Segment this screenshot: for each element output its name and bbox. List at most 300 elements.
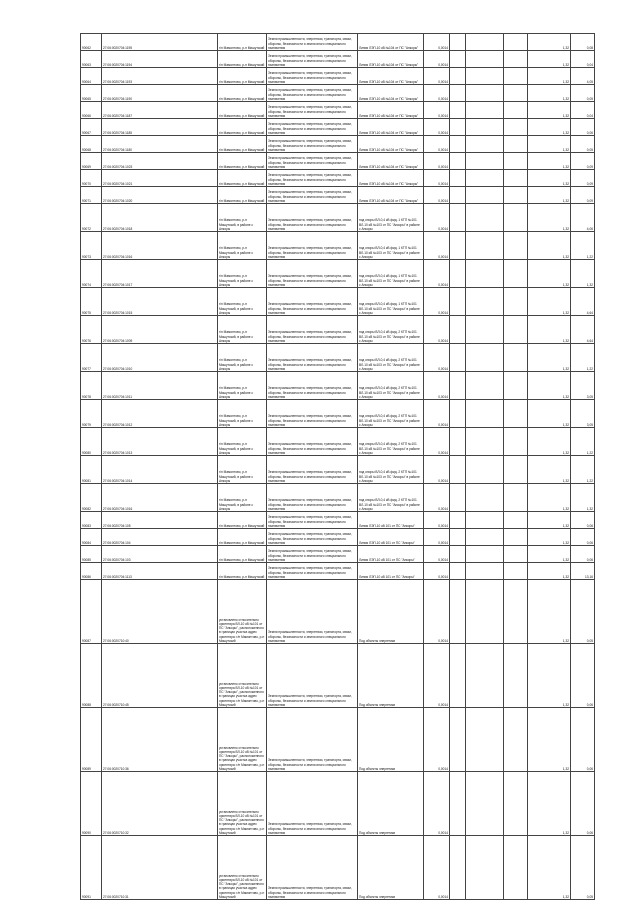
cadastral-number: 27:06:0020704:105 xyxy=(102,512,218,529)
empty-cell xyxy=(450,119,466,136)
cadastral-number: 27:06:0020704:1021 xyxy=(102,170,218,187)
table-row xyxy=(81,400,595,428)
permitted-use: под опоры ВЛ-0,4 кВ фид. 2 КТП №101 ВЛ-10 кВ №103 от ПС "Анкоры" в районе с Анкоры xyxy=(358,400,424,428)
row-id: 90077 xyxy=(81,344,102,372)
permitted-use: Под объекты энергетики xyxy=(358,580,424,644)
cadastral-number: 27:06:0020704:1195 xyxy=(102,34,218,51)
empty-cell xyxy=(466,51,504,68)
empty-cell xyxy=(504,153,528,170)
permitted-use: Линия ЛЭП-10 кВ №104 от ПС "Анкоры" xyxy=(358,102,424,119)
empty-cell xyxy=(466,316,504,344)
table-row xyxy=(81,428,595,456)
address: г/п Мамонтово, р-н Мишутский xyxy=(218,170,267,187)
row-id: 90071 xyxy=(81,187,102,204)
area-value: 0,0014 xyxy=(424,836,450,900)
empty-cell xyxy=(450,85,466,102)
empty-cell xyxy=(466,484,504,512)
row-id: 90087 xyxy=(81,580,102,644)
area-value: 0,0014 xyxy=(424,546,450,563)
empty-cell xyxy=(450,708,466,772)
cadastral-cost: 1,32 xyxy=(528,316,571,344)
row-id: 90067 xyxy=(81,119,102,136)
permitted-use: Под объекты энергетики xyxy=(358,644,424,708)
tax-amount: 1,22 xyxy=(571,344,595,372)
cadastral-cost: 1,32 xyxy=(528,372,571,400)
land-category: Земли промышленности, энергетики, транспорта, связи, обороны, безопасности и земли иного специального назначения xyxy=(267,456,358,484)
area-value: 0,0014 xyxy=(424,34,450,51)
empty-cell xyxy=(466,102,504,119)
cadastral-cost: 1,32 xyxy=(528,260,571,288)
table-row xyxy=(81,170,595,187)
row-id: 90089 xyxy=(81,708,102,772)
cadastral-number: 27:06:0020704:1016 xyxy=(102,484,218,512)
permitted-use: Под объекты энергетики xyxy=(358,772,424,836)
empty-cell xyxy=(466,187,504,204)
area-value: 0,0014 xyxy=(424,563,450,580)
table-row xyxy=(81,288,595,316)
empty-cell xyxy=(450,512,466,529)
empty-cell xyxy=(466,772,504,836)
land-category: Земли промышленности, энергетики, транспорта, связи, обороны, безопасности и земли иного специального назначения xyxy=(267,153,358,170)
empty-cell xyxy=(450,836,466,900)
table-row xyxy=(81,563,595,580)
tax-amount: 1,32 xyxy=(571,484,595,512)
area-value: 0,0014 xyxy=(424,456,450,484)
cadastral-cost: 1,32 xyxy=(528,187,571,204)
area-value: 0,0014 xyxy=(424,153,450,170)
cadastral-number: 27:06:0020710:31 xyxy=(102,836,218,900)
land-category: Земли промышленности, энергетики, транспорта, связи, обороны, безопасности и земли иного специального назначения xyxy=(267,546,358,563)
empty-cell xyxy=(504,708,528,772)
area-value: 0,0014 xyxy=(424,529,450,546)
empty-cell xyxy=(466,836,504,900)
row-id: 90064 xyxy=(81,68,102,85)
row-id: 90074 xyxy=(81,260,102,288)
area-value: 0,0014 xyxy=(424,344,450,372)
permitted-use: Линия ЛЭП-10 кВ №104 от ПС "Анкоры" xyxy=(358,136,424,153)
permitted-use: Линия ЛЭП-10 кВ №104 от ПС "Анкоры" xyxy=(358,170,424,187)
tax-amount: 0,05 xyxy=(571,580,595,644)
cadastral-number: 27:06:0020704:1017 xyxy=(102,260,218,288)
cadastral-number: 27:06:0020704:1113 xyxy=(102,563,218,580)
tax-amount: 0,05 xyxy=(571,136,595,153)
permitted-use: под опоры ВЛ-0,4 кВ фид. 2 КТП №101 ВЛ-10 кВ №103 от ПС "Анкоры" в районе с Анкоры xyxy=(358,344,424,372)
empty-cell xyxy=(504,232,528,260)
area-value: 0,0014 xyxy=(424,102,450,119)
permitted-use: Под объекты энергетики xyxy=(358,708,424,772)
table-row xyxy=(81,51,595,68)
table-row xyxy=(81,260,595,288)
address: г/п Мамонтово, р-н Мишутский, в районе с Анкоры xyxy=(218,288,267,316)
address: г/п Мамонтово, р-н Мишутский xyxy=(218,153,267,170)
cadastral-cost: 1,32 xyxy=(528,428,571,456)
empty-cell xyxy=(504,102,528,119)
land-category: Земли промышленности, энергетики, транспорта, связи, обороны, безопасности и земли иного специального назначения xyxy=(267,51,358,68)
land-category: Земли промышленности, энергетики, транспорта, связи, обороны, безопасности и земли иного специального назначения xyxy=(267,484,358,512)
area-value: 0,0014 xyxy=(424,400,450,428)
cadastral-cost: 1,32 xyxy=(528,34,571,51)
empty-cell xyxy=(466,428,504,456)
area-value: 0,0014 xyxy=(424,119,450,136)
empty-cell xyxy=(466,529,504,546)
cadastral-number: 27:06:0020704:1009 xyxy=(102,316,218,344)
row-id: 90083 xyxy=(81,512,102,529)
empty-cell xyxy=(450,153,466,170)
cadastral-cost: 1,32 xyxy=(528,580,571,644)
address: г/п Мамонтово, р-н Мишутский xyxy=(218,34,267,51)
row-id: 90072 xyxy=(81,204,102,232)
table-row xyxy=(81,546,595,563)
tax-amount: 0,06 xyxy=(571,546,595,563)
empty-cell xyxy=(504,34,528,51)
address: г/п Мамонтово, р-н Мишутский, в районе с Анкоры xyxy=(218,428,267,456)
land-category: Земли промышленности, энергетики, транспорта, связи, обороны, безопасности и земли иного специального назначения xyxy=(267,772,358,836)
empty-cell xyxy=(504,563,528,580)
empty-cell xyxy=(466,644,504,708)
permitted-use: под опоры ВЛ-0,4 кВ фид. 1 КТП №101 ВЛ-10 кВ №103 от ПС "Анкоры" в районе с Анкоры xyxy=(358,288,424,316)
table-row xyxy=(81,772,595,836)
address: установлено относительно ориентира ВЛ-10 кВ №101 от ПС "Анкоры", расположенного в границах участка адрес ориентира: г/п Мамонтово, р-н Мишутский xyxy=(218,580,267,644)
empty-cell xyxy=(450,232,466,260)
address: г/п Мамонтово, р-н Мишутский, в районе с Анкоры xyxy=(218,484,267,512)
cadastral-cost: 1,32 xyxy=(528,708,571,772)
land-category: Земли промышленности, энергетики, транспорта, связи, обороны, безопасности и земли иного специального назначения xyxy=(267,708,358,772)
empty-cell xyxy=(504,484,528,512)
permitted-use: под опоры ВЛ-0,4 кВ фид. 2 КТП №101 ВЛ-10 кВ №103 от ПС "Анкоры" в районе с Анкоры xyxy=(358,484,424,512)
permitted-use: Линия ЛЭП-10 кВ №104 от ПС "Анкоры" xyxy=(358,85,424,102)
row-id: 90068 xyxy=(81,136,102,153)
land-category: Земли промышленности, энергетики, транспорта, связи, обороны, безопасности и земли иного специального назначения xyxy=(267,288,358,316)
empty-cell xyxy=(504,288,528,316)
cadastral-number: 27:06:0020704:1020 xyxy=(102,187,218,204)
cadastral-cost: 1,32 xyxy=(528,170,571,187)
tax-amount: 0,09 xyxy=(571,153,595,170)
cadastral-number: 27:06:0020710:32 xyxy=(102,772,218,836)
empty-cell xyxy=(450,34,466,51)
empty-cell xyxy=(466,260,504,288)
empty-cell xyxy=(504,344,528,372)
land-category: Земли промышленности, энергетики, транспорта, связи, обороны, безопасности и земли иного специального назначения xyxy=(267,372,358,400)
empty-cell xyxy=(466,232,504,260)
row-id: 90073 xyxy=(81,232,102,260)
address: г/п Мамонтово, р-н Мишутский, в районе с Анкоры xyxy=(218,372,267,400)
cadastral-number: 27:06:0020710:40 xyxy=(102,580,218,644)
cadastral-number: 27:06:0020704:1011 xyxy=(102,372,218,400)
empty-cell xyxy=(504,119,528,136)
land-category: Земли промышленности, энергетики, транспорта, связи, обороны, безопасности и земли иного специального назначения xyxy=(267,85,358,102)
cadastral-cost: 1,32 xyxy=(528,563,571,580)
empty-cell xyxy=(450,546,466,563)
row-id: 90090 xyxy=(81,772,102,836)
cadastral-cost: 1,32 xyxy=(528,102,571,119)
empty-cell xyxy=(450,456,466,484)
address: г/п Мамонтово, р-н Мишутский, в районе с Анкоры xyxy=(218,204,267,232)
tax-amount: 0,04 xyxy=(571,51,595,68)
table-row xyxy=(81,204,595,232)
cadastral-cost: 1,32 xyxy=(528,204,571,232)
tax-amount: 0,06 xyxy=(571,529,595,546)
address: г/п Мамонтово, р-н Мишутский, в районе с Анкоры xyxy=(218,400,267,428)
row-id: 90079 xyxy=(81,400,102,428)
area-value: 0,0014 xyxy=(424,316,450,344)
tax-amount: 3,05 xyxy=(571,400,595,428)
cadastral-number: 27:06:0020704:1193 xyxy=(102,68,218,85)
land-category: Земли промышленности, энергетики, транспорта, связи, обороны, безопасности и земли иного специального назначения xyxy=(267,344,358,372)
permitted-use: под опоры ВЛ-0,4 кВ фид. 1 КТП №101 ВЛ-10 кВ №103 от ПС "Анкоры" в районе с Анкоры xyxy=(358,232,424,260)
row-id: 90065 xyxy=(81,85,102,102)
land-plots-table xyxy=(80,33,595,900)
tax-amount: 0,09 xyxy=(571,170,595,187)
cadastral-cost: 1,32 xyxy=(528,68,571,85)
land-category: Земли промышленности, энергетики, транспорта, связи, обороны, безопасности и земли иного специального назначения xyxy=(267,34,358,51)
cadastral-number: 27:06:0020704:104 xyxy=(102,529,218,546)
empty-cell xyxy=(466,563,504,580)
table-row xyxy=(81,512,595,529)
land-category: Земли промышленности, энергетики, транспорта, связи, обороны, безопасности и земли иного специального назначения xyxy=(267,187,358,204)
empty-cell xyxy=(450,563,466,580)
address: г/п Мамонтово, р-н Мишутский xyxy=(218,563,267,580)
empty-cell xyxy=(466,288,504,316)
row-id: 90088 xyxy=(81,644,102,708)
area-value: 0,0014 xyxy=(424,187,450,204)
cadastral-cost: 1,32 xyxy=(528,456,571,484)
empty-cell xyxy=(450,644,466,708)
permitted-use: Линия ЛЭП-10 кВ 101 от ПС "Анкоры" xyxy=(358,512,424,529)
area-value: 0,0014 xyxy=(424,170,450,187)
row-id: 90085 xyxy=(81,546,102,563)
cadastral-number: 27:06:0020704:1013 xyxy=(102,428,218,456)
address: установлено относительно ориентира ВЛ-10 кВ №101 от ПС "Анкоры", расположенного в границах участка адрес ориентира: г/п Мамонтово, р-н Мишутский xyxy=(218,644,267,708)
area-value: 0,0014 xyxy=(424,644,450,708)
tax-amount: 4,05 xyxy=(571,68,595,85)
tax-amount: 0,06 xyxy=(571,644,595,708)
tax-amount: 1,32 xyxy=(571,260,595,288)
empty-cell xyxy=(466,68,504,85)
table-row xyxy=(81,119,595,136)
tax-amount: 4,64 xyxy=(571,316,595,344)
permitted-use: под опоры ВЛ-0,4 кВ фид. 1 КТП №101 ВЛ-10 кВ №103 от ПС "Анкоры" в районе с Анкоры xyxy=(358,260,424,288)
address: г/п Мамонтово, р-н Мишутский xyxy=(218,546,267,563)
row-id: 90075 xyxy=(81,288,102,316)
empty-cell xyxy=(504,529,528,546)
empty-cell xyxy=(450,260,466,288)
empty-cell xyxy=(450,400,466,428)
address: г/п Мамонтово, р-н Мишутский xyxy=(218,119,267,136)
cadastral-number: 27:06:0020704:1018 xyxy=(102,204,218,232)
tax-amount: 0,08 xyxy=(571,34,595,51)
land-category: Земли промышленности, энергетики, транспорта, связи, обороны, безопасности и земли иного специального назначения xyxy=(267,836,358,900)
empty-cell xyxy=(504,85,528,102)
area-value: 0,0014 xyxy=(424,288,450,316)
land-category: Земли промышленности, энергетики, транспорта, связи, обороны, безопасности и земли иного специального назначения xyxy=(267,68,358,85)
empty-cell xyxy=(466,85,504,102)
empty-cell xyxy=(466,372,504,400)
permitted-use: под опоры ВЛ-0,4 кВ фид. 2 КТП №101 ВЛ-10 кВ №103 от ПС "Анкоры" в районе с Анкоры xyxy=(358,316,424,344)
tax-amount: 4,64 xyxy=(571,288,595,316)
cadastral-number: 27:06:0020704:1190 xyxy=(102,85,218,102)
cadastral-number: 27:06:0020704:1016 xyxy=(102,232,218,260)
empty-cell xyxy=(504,644,528,708)
empty-cell xyxy=(450,288,466,316)
cadastral-cost: 1,32 xyxy=(528,836,571,900)
area-value: 0,0014 xyxy=(424,580,450,644)
land-category: Земли промышленности, энергетики, транспорта, связи, обороны, безопасности и земли иного специального назначения xyxy=(267,119,358,136)
row-id: 90086 xyxy=(81,563,102,580)
land-category: Земли промышленности, энергетики, транспорта, связи, обороны, безопасности и земли иного специального назначения xyxy=(267,204,358,232)
permitted-use: Линия ЛЭП-10 кВ 101 от ПС "Анкоры" xyxy=(358,529,424,546)
land-category: Земли промышленности, энергетики, транспорта, связи, обороны, безопасности и земли иного специального назначения xyxy=(267,136,358,153)
empty-cell xyxy=(466,204,504,232)
area-value: 0,0014 xyxy=(424,68,450,85)
land-category: Земли промышленности, энергетики, транспорта, связи, обороны, безопасности и земли иного специального назначения xyxy=(267,316,358,344)
address: установлено относительно ориентира ВЛ-10 кВ №101 от ПС "Анкоры", расположенного в границах участка адрес ориентира: г/п Мамонтово, р-н Мишутский xyxy=(218,772,267,836)
permitted-use: под опоры ВЛ-0,4 кВ фид. 2 КТП №101 ВЛ-10 кВ №103 от ПС "Анкоры" в районе с Анкоры xyxy=(358,372,424,400)
land-category: Земли промышленности, энергетики, транспорта, связи, обороны, безопасности и земли иного специального назначения xyxy=(267,102,358,119)
empty-cell xyxy=(504,136,528,153)
tax-amount: 0,06 xyxy=(571,708,595,772)
empty-cell xyxy=(466,546,504,563)
address: г/п Мамонтово, р-н Мишутский xyxy=(218,529,267,546)
table-row xyxy=(81,136,595,153)
row-id: 90070 xyxy=(81,170,102,187)
empty-cell xyxy=(504,580,528,644)
table-row xyxy=(81,644,595,708)
tax-amount: 13,16 xyxy=(571,563,595,580)
cadastral-number: 27:06:0020704:1014 xyxy=(102,456,218,484)
table-row xyxy=(81,344,595,372)
empty-cell xyxy=(450,51,466,68)
area-value: 0,0014 xyxy=(424,85,450,102)
area-value: 0,0014 xyxy=(424,51,450,68)
cadastral-cost: 1,32 xyxy=(528,136,571,153)
empty-cell xyxy=(504,51,528,68)
table-row xyxy=(81,836,595,900)
empty-cell xyxy=(450,170,466,187)
address: установлено относительно ориентира ВЛ-10 кВ №101 от ПС "Анкоры", расположенного в границах участка адрес ориентира: г/п Мамонтово, р-н Мишутский xyxy=(218,708,267,772)
permitted-use: Под объекты энергетики xyxy=(358,836,424,900)
empty-cell xyxy=(504,400,528,428)
empty-cell xyxy=(466,136,504,153)
address: г/п Мамонтово, р-н Мишутский xyxy=(218,51,267,68)
area-value: 0,0014 xyxy=(424,372,450,400)
land-category: Земли промышленности, энергетики, транспорта, связи, обороны, безопасности и земли иного специального назначения xyxy=(267,529,358,546)
address: г/п Мамонтово, р-н Мишутский, в районе с Анкоры xyxy=(218,232,267,260)
cadastral-number: 27:06:0020710:36 xyxy=(102,708,218,772)
tax-amount: 0,05 xyxy=(571,836,595,900)
table-row xyxy=(81,34,595,51)
land-category: Земли промышленности, энергетики, транспорта, связи, обороны, безопасности и земли иного специального назначения xyxy=(267,428,358,456)
tax-amount: 0,05 xyxy=(571,85,595,102)
empty-cell xyxy=(504,456,528,484)
permitted-use: под опоры ВЛ-0,4 кВ фид. 2 КТП №101 ВЛ-10 кВ №103 от ПС "Анкоры" в районе с Анкоры xyxy=(358,428,424,456)
cadastral-cost: 1,32 xyxy=(528,644,571,708)
tax-amount: 0,04 xyxy=(571,102,595,119)
cadastral-cost: 1,32 xyxy=(528,153,571,170)
table-row xyxy=(81,316,595,344)
permitted-use: Линия ЛЭП-10 кВ №104 от ПС "Анкоры" xyxy=(358,187,424,204)
empty-cell xyxy=(466,580,504,644)
empty-cell xyxy=(450,372,466,400)
permitted-use: Линия ЛЭП-10 кВ №104 от ПС "Анкоры" xyxy=(358,34,424,51)
permitted-use: Линия ЛЭП-10 кВ №104 от ПС "Анкоры" xyxy=(358,51,424,68)
cadastral-number: 27:06:0020710:45 xyxy=(102,644,218,708)
cadastral-cost: 1,32 xyxy=(528,484,571,512)
cadastral-number: 27:06:0020704:1194 xyxy=(102,51,218,68)
tax-amount: 1,22 xyxy=(571,456,595,484)
area-value: 0,0014 xyxy=(424,512,450,529)
empty-cell xyxy=(466,512,504,529)
cadastral-cost: 1,32 xyxy=(528,546,571,563)
address: г/п Мамонтово, р-н Мишутский xyxy=(218,187,267,204)
empty-cell xyxy=(466,119,504,136)
tax-amount: 0,09 xyxy=(571,187,595,204)
cadastral-number: 27:06:0020704:1185 xyxy=(102,119,218,136)
permitted-use: под опоры ВЛ-0,4 кВ фид. 2 КТП №101 ВЛ-10 кВ №103 от ПС "Анкоры" в районе с Анкоры xyxy=(358,456,424,484)
cadastral-cost: 1,32 xyxy=(528,51,571,68)
empty-cell xyxy=(504,170,528,187)
empty-cell xyxy=(450,102,466,119)
permitted-use: Линия ЛЭП-10 кВ №104 от ПС "Анкоры" xyxy=(358,68,424,85)
cadastral-cost: 1,32 xyxy=(528,119,571,136)
row-id: 90078 xyxy=(81,372,102,400)
cadastral-number: 27:06:0020704:1180 xyxy=(102,136,218,153)
row-id: 90062 xyxy=(81,34,102,51)
tax-amount: 0,06 xyxy=(571,772,595,836)
empty-cell xyxy=(450,529,466,546)
cadastral-cost: 1,32 xyxy=(528,85,571,102)
cadastral-number: 27:06:0020704:1010 xyxy=(102,344,218,372)
address: г/п Мамонтово, р-н Мишутский, в районе с Анкоры xyxy=(218,316,267,344)
row-id: 90069 xyxy=(81,153,102,170)
tax-amount: 1,22 xyxy=(571,232,595,260)
empty-cell xyxy=(466,170,504,187)
cadastral-cost: 1,32 xyxy=(528,512,571,529)
cadastral-number: 27:06:0020704:1023 xyxy=(102,153,218,170)
permitted-use: Линия ЛЭП-10 кВ №104 от ПС "Анкоры" xyxy=(358,119,424,136)
empty-cell xyxy=(466,34,504,51)
table-row xyxy=(81,85,595,102)
empty-cell xyxy=(504,260,528,288)
table-row xyxy=(81,68,595,85)
row-id: 90076 xyxy=(81,316,102,344)
area-value: 0,0014 xyxy=(424,484,450,512)
land-plots-table-body xyxy=(81,34,595,900)
empty-cell xyxy=(450,204,466,232)
tax-amount: 0,06 xyxy=(571,119,595,136)
tax-amount: 1,22 xyxy=(571,428,595,456)
empty-cell xyxy=(450,772,466,836)
empty-cell xyxy=(504,836,528,900)
address: г/п Мамонтово, р-н Мишутский xyxy=(218,85,267,102)
land-category: Земли промышленности, энергетики, транспорта, связи, обороны, безопасности и земли иного специального назначения xyxy=(267,563,358,580)
row-id: 90084 xyxy=(81,529,102,546)
empty-cell xyxy=(466,708,504,772)
empty-cell xyxy=(504,187,528,204)
empty-cell xyxy=(466,400,504,428)
empty-cell xyxy=(504,204,528,232)
land-category: Земли промышленности, энергетики, транспорта, связи, обороны, безопасности и земли иного специального назначения xyxy=(267,232,358,260)
cadastral-cost: 1,32 xyxy=(528,529,571,546)
table-row xyxy=(81,456,595,484)
address: г/п Мамонтово, р-н Мишутский, в районе с Анкоры xyxy=(218,344,267,372)
table-row xyxy=(81,372,595,400)
empty-cell xyxy=(504,372,528,400)
row-id: 90063 xyxy=(81,51,102,68)
empty-cell xyxy=(450,136,466,153)
cadastral-number: 27:06:0020704:1012 xyxy=(102,400,218,428)
land-category: Земли промышленности, энергетики, транспорта, связи, обороны, безопасности и земли иного специального назначения xyxy=(267,400,358,428)
permitted-use: Линия ЛЭП-10 кВ 101 от ПС "Анкоры" xyxy=(358,546,424,563)
